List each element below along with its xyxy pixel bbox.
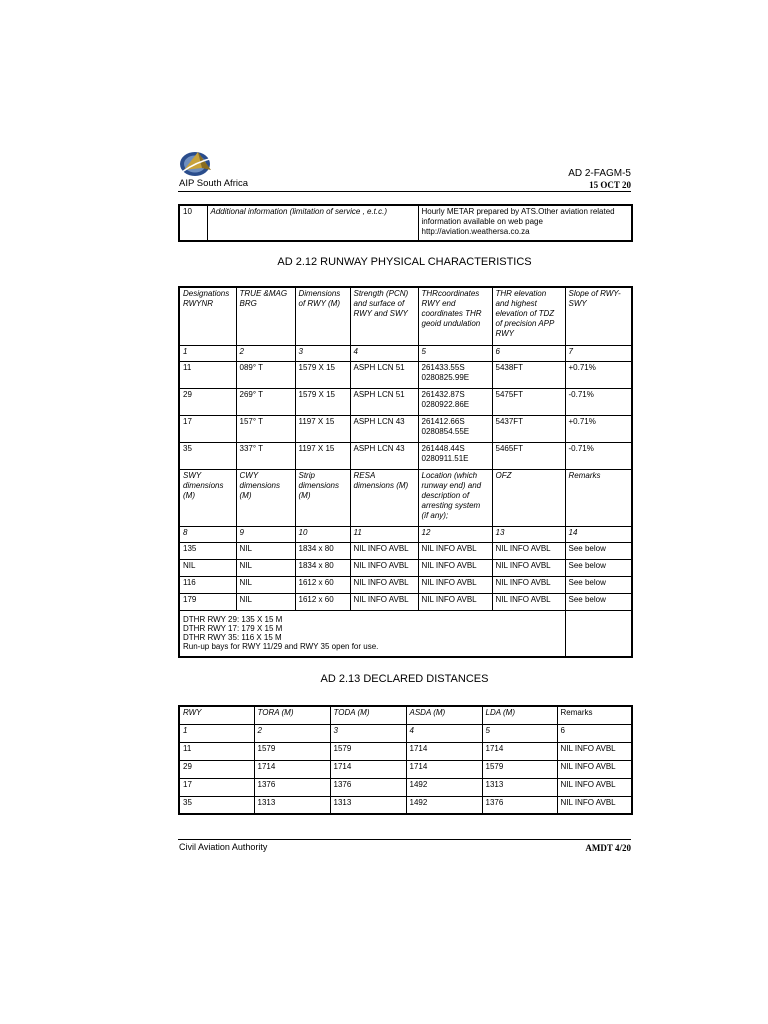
column-header: Designations RWYNR — [179, 287, 236, 345]
column-number: 2 — [254, 724, 330, 742]
table-cell: 17 — [179, 415, 236, 442]
column-number: 5 — [418, 345, 492, 361]
table-cell: NIL INFO AVBL — [492, 542, 565, 559]
table-cell: 11 — [179, 742, 254, 760]
column-number: 2 — [236, 345, 295, 361]
column-header: CWY dimensions (M) — [236, 469, 295, 526]
table-cell: 116 — [179, 576, 236, 593]
column-header: Slope of RWY-SWY — [565, 287, 632, 345]
declared-distances-table — [178, 705, 633, 815]
table-cell: +0.71% — [565, 361, 632, 388]
column-number-row — [179, 345, 632, 361]
table-cell: ASPH LCN 43 — [350, 415, 418, 442]
table-cell: +0.71% — [565, 415, 632, 442]
column-header: LDA (M) — [482, 706, 557, 724]
table-cell: NIL INFO AVBL — [557, 760, 632, 778]
additional-info-table — [178, 204, 633, 242]
table-cell: See below — [565, 559, 632, 576]
aip-emblem-icon — [178, 144, 216, 180]
document-id: AD 2-FAGM-5 — [568, 168, 631, 179]
section-title-runway-characteristics: AD 2.12 RUNWAY PHYSICAL CHARACTERISTICS — [277, 256, 532, 268]
item-label: Additional information (limitation of service , e.t.c.) — [207, 205, 418, 241]
table-cell: 35 — [179, 796, 254, 814]
table-cell: NIL INFO AVBL — [557, 796, 632, 814]
column-number: 6 — [492, 345, 565, 361]
runway-characteristics-table — [178, 286, 633, 658]
table-cell: NIL INFO AVBL — [492, 576, 565, 593]
table-cell: 35 — [179, 442, 236, 469]
table-cell: 1579 X 15 — [295, 361, 350, 388]
column-header: Strength (PCN) and surface of RWY and SWY — [350, 287, 418, 345]
column-header: TRUE &MAG BRG — [236, 287, 295, 345]
table-cell: NIL INFO AVBL — [350, 593, 418, 610]
column-number: 8 — [179, 526, 236, 542]
table-cell: NIL — [236, 559, 295, 576]
table-cell: 1492 — [406, 796, 482, 814]
column-header: SWY dimensions (M) — [179, 469, 236, 526]
column-header: Location (which runway end) and description of arresting system (if any); — [418, 469, 492, 526]
table-cell: 261432.87S 0280922.86E — [418, 388, 492, 415]
publication-title: AIP South Africa — [179, 178, 249, 189]
table-cell: 1714 — [254, 760, 330, 778]
table-cell: 5465FT — [492, 442, 565, 469]
table-cell: 1376 — [330, 778, 406, 796]
table-cell: 135 — [179, 542, 236, 559]
table-cell: 1714 — [482, 742, 557, 760]
column-number: 11 — [350, 526, 418, 542]
table-cell: 1313 — [254, 796, 330, 814]
column-header: THRcoordinates RWY end coordinates THR geoid undulation — [418, 287, 492, 345]
table-cell: NIL INFO AVBL — [418, 542, 492, 559]
table-cell: NIL INFO AVBL — [557, 778, 632, 796]
column-number: 10 — [295, 526, 350, 542]
table-header-row — [179, 469, 632, 526]
table-cell: 1376 — [482, 796, 557, 814]
column-number: 5 — [482, 724, 557, 742]
table-cell: 5437FT — [492, 415, 565, 442]
table-cell: 29 — [179, 760, 254, 778]
column-number: 7 — [565, 345, 632, 361]
table-cell: 157° T — [236, 415, 295, 442]
table-row — [179, 415, 632, 442]
header-rule — [178, 191, 631, 192]
table-cell: 11 — [179, 361, 236, 388]
remark-line: DTHR RWY 17: 179 X 15 M — [183, 623, 283, 633]
column-header: RESA dimensions (M) — [350, 469, 418, 526]
table-cell: 1612 x 60 — [295, 576, 350, 593]
column-number: 12 — [418, 526, 492, 542]
column-number: 3 — [295, 345, 350, 361]
column-number: 4 — [406, 724, 482, 742]
table-cell: ASPH LCN 43 — [350, 442, 418, 469]
item-value: Hourly METAR prepared by ATS.Other aviation related information available on web page http://aviation.weathersa.co.za — [418, 205, 632, 241]
amendment-number: AMDT 4/20 — [585, 843, 631, 853]
table-cell: 089° T — [236, 361, 295, 388]
table-cell: 1492 — [406, 778, 482, 796]
table-row — [179, 542, 632, 559]
column-number: 9 — [236, 526, 295, 542]
column-header: THR elevation and highest elevation of TDZ of precision APP RWY — [492, 287, 565, 345]
table-row — [179, 388, 632, 415]
column-number: 1 — [179, 724, 254, 742]
table-cell: NIL INFO AVBL — [350, 576, 418, 593]
column-header: Remarks — [557, 706, 632, 724]
column-header: TORA (M) — [254, 706, 330, 724]
table-cell: 179 — [179, 593, 236, 610]
table-cell: See below — [565, 576, 632, 593]
table-cell: 261448.44S 0280911.51E — [418, 442, 492, 469]
table-cell: 1313 — [482, 778, 557, 796]
table-cell: 1579 — [482, 760, 557, 778]
table-cell: 261412.66S 0280854.55E — [418, 415, 492, 442]
table-cell: NIL INFO AVBL — [350, 559, 418, 576]
table-cell: 17 — [179, 778, 254, 796]
table-row — [179, 796, 632, 814]
column-number: 6 — [557, 724, 632, 742]
table-cell: 269° T — [236, 388, 295, 415]
table-cell: 1834 x 80 — [295, 559, 350, 576]
column-header: Remarks — [565, 469, 632, 526]
column-header: ASDA (M) — [406, 706, 482, 724]
column-header: Dimensions of RWY (M) — [295, 287, 350, 345]
table-cell: 29 — [179, 388, 236, 415]
column-number: 3 — [330, 724, 406, 742]
column-number: 4 — [350, 345, 418, 361]
table-cell: 1376 — [254, 778, 330, 796]
table-cell: 1714 — [406, 742, 482, 760]
table-cell: 5438FT — [492, 361, 565, 388]
table-row — [179, 742, 632, 760]
table-cell: NIL INFO AVBL — [492, 593, 565, 610]
table-row — [179, 576, 632, 593]
table-cell: 1612 x 60 — [295, 593, 350, 610]
table-cell: 1834 x 80 — [295, 542, 350, 559]
table-cell: NIL — [236, 542, 295, 559]
column-header: Strip dimensions (M) — [295, 469, 350, 526]
column-number-row — [179, 724, 632, 742]
table-header-row — [179, 287, 632, 345]
table-row — [179, 778, 632, 796]
table-cell: NIL — [236, 576, 295, 593]
table-cell: 1579 X 15 — [295, 388, 350, 415]
table-cell: 261433.55S 0280825.99E — [418, 361, 492, 388]
table-cell: 5475FT — [492, 388, 565, 415]
table-cell: NIL INFO AVBL — [492, 559, 565, 576]
publication-date: 15 OCT 20 — [589, 180, 631, 190]
table-cell: 337° T — [236, 442, 295, 469]
column-number: 1 — [179, 345, 236, 361]
table-row — [179, 559, 632, 576]
remark-line: DTHR RWY 29: 135 X 15 M — [183, 614, 283, 624]
table-row — [179, 205, 632, 241]
table-cell: NIL — [179, 559, 236, 576]
table-cell: 1579 — [254, 742, 330, 760]
column-number: 14 — [565, 526, 632, 542]
section-title-declared-distances: AD 2.13 DECLARED DISTANCES — [320, 673, 489, 685]
table-cell: NIL — [236, 593, 295, 610]
table-row — [179, 760, 632, 778]
runway-remarks — [179, 610, 565, 657]
table-cell: 1714 — [406, 760, 482, 778]
table-cell: NIL INFO AVBL — [418, 559, 492, 576]
column-number-row — [179, 526, 632, 542]
table-cell: NIL INFO AVBL — [418, 576, 492, 593]
table-cell: -0.71% — [565, 442, 632, 469]
table-cell: NIL INFO AVBL — [350, 542, 418, 559]
remarks-row — [179, 610, 632, 657]
table-cell: 1313 — [330, 796, 406, 814]
table-cell: NIL INFO AVBL — [557, 742, 632, 760]
table-row — [179, 442, 632, 469]
table-cell: ASPH LCN 51 — [350, 388, 418, 415]
table-cell: ASPH LCN 51 — [350, 361, 418, 388]
table-cell: 1197 X 15 — [295, 442, 350, 469]
table-row — [179, 361, 632, 388]
table-cell: See below — [565, 542, 632, 559]
table-cell: 1197 X 15 — [295, 415, 350, 442]
column-number: 13 — [492, 526, 565, 542]
table-cell: -0.71% — [565, 388, 632, 415]
table-row — [179, 593, 632, 610]
table-cell — [565, 610, 632, 657]
table-cell: 1579 — [330, 742, 406, 760]
remark-line: Run-up bays for RWY 11/29 and RWY 35 open for use. — [183, 641, 379, 651]
column-header: RWY — [179, 706, 254, 724]
table-header-row — [179, 706, 632, 724]
table-cell: 1714 — [330, 760, 406, 778]
item-number: 10 — [179, 205, 207, 241]
remark-line: DTHR RWY 35: 116 X 15 M — [183, 632, 282, 642]
column-header: OFZ — [492, 469, 565, 526]
table-cell: See below — [565, 593, 632, 610]
table-cell: NIL INFO AVBL — [418, 593, 492, 610]
footer-rule — [178, 839, 631, 840]
column-header: TODA (M) — [330, 706, 406, 724]
authority-name: Civil Aviation Authority — [179, 842, 268, 852]
